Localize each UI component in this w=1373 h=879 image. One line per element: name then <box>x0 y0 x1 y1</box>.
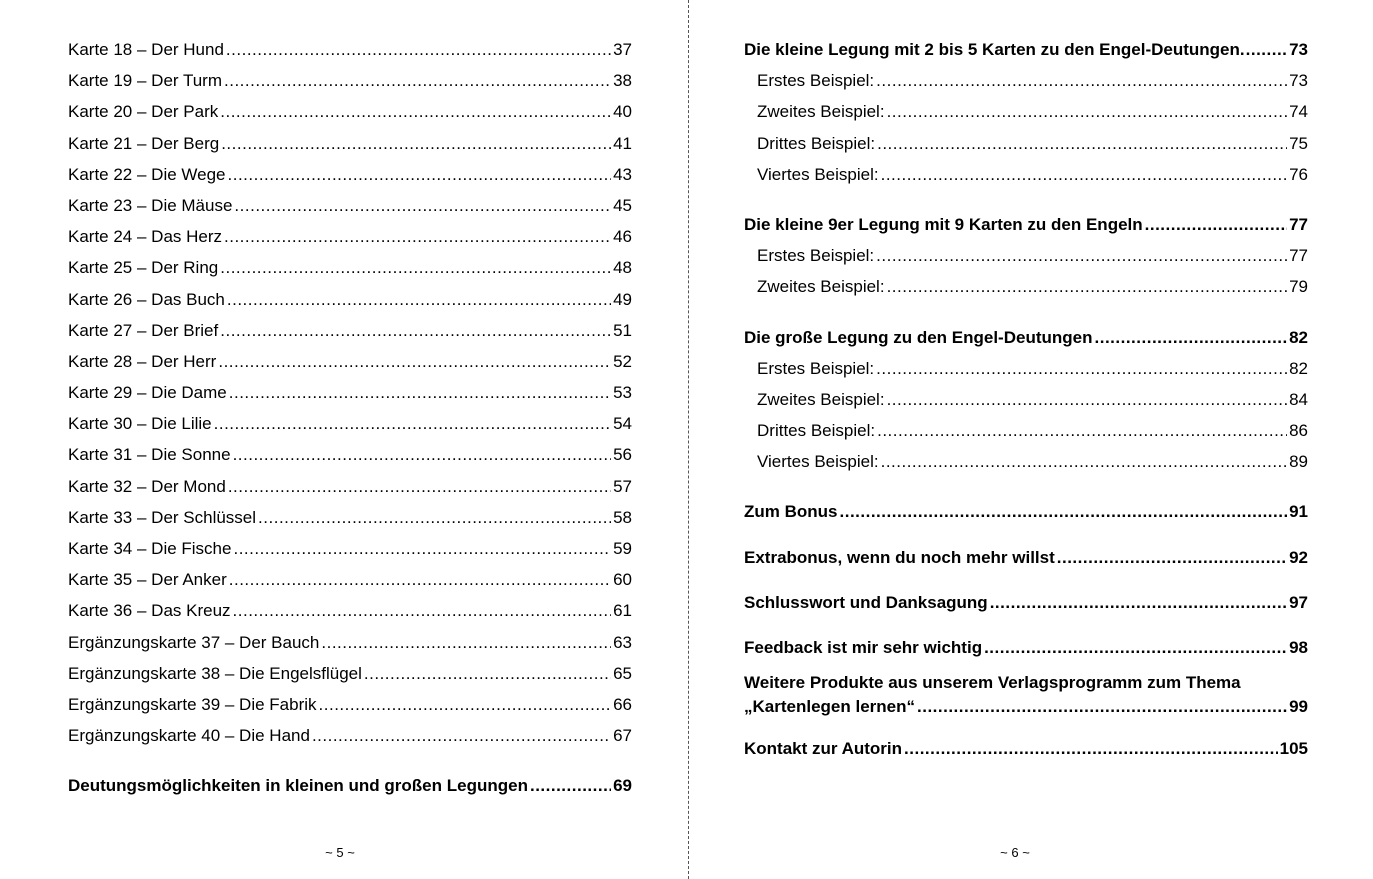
dot-leader <box>224 221 611 252</box>
toc-entry-page: 56 <box>613 445 632 465</box>
toc-chapter[interactable] <box>744 632 1308 663</box>
toc-entry-page: 74 <box>1289 102 1308 122</box>
spacer <box>744 719 1308 733</box>
toc-chapter[interactable] <box>744 542 1308 573</box>
toc-entry-page: 61 <box>613 601 632 621</box>
toc-entry-page: 79 <box>1289 277 1308 297</box>
toc-entry[interactable] <box>68 471 632 502</box>
toc-entry[interactable] <box>68 439 632 470</box>
toc-entry-title: Karte 21 – Der Berg <box>68 133 220 153</box>
toc-entry-page: 73 <box>1289 71 1308 91</box>
toc-entry-page: 59 <box>613 539 632 558</box>
toc-chapter-page: 99 <box>1289 697 1308 717</box>
toc-entry-page: 54 <box>613 414 632 434</box>
toc-entry[interactable] <box>68 221 632 252</box>
toc-chapter[interactable] <box>744 733 1308 764</box>
spacer <box>744 618 1308 632</box>
toc-chapter-title: Kontakt zur Autorin <box>744 739 903 759</box>
toc-entry-title: Zweites Beispiel: <box>757 277 885 297</box>
toc-entry-title: Erstes Beispiel: <box>757 246 875 266</box>
toc-entry-page: 77 <box>1289 246 1308 266</box>
dot-leader <box>226 34 611 65</box>
toc-entry-page: 76 <box>1289 164 1308 184</box>
dot-leader <box>220 252 611 283</box>
toc-chapter-page: 105 <box>1279 739 1308 759</box>
toc-chapter-title: Die kleine Legung mit 2 bis 5 Karten zu den Engel-Deutungen. <box>744 40 1245 59</box>
toc-entry-title: Karte 36 – Das Kreuz <box>68 601 231 621</box>
dot-leader <box>233 595 612 626</box>
toc-entry-page: 84 <box>1289 389 1308 409</box>
dot-leader <box>881 446 1287 477</box>
toc-entry[interactable] <box>68 34 632 65</box>
toc-entry[interactable] <box>68 564 632 595</box>
toc-entry-page: 75 <box>1289 133 1308 153</box>
spacer <box>68 751 632 770</box>
toc-entry-page: 45 <box>613 195 632 215</box>
toc-chapter-title: Schlusswort und Danksagung <box>744 592 988 612</box>
toc-entry-page: 65 <box>613 663 632 683</box>
dot-leader <box>224 65 611 96</box>
dot-leader <box>887 384 1288 415</box>
toc-chapter-title: Extrabonus, wenn du noch mehr willst <box>744 547 1055 567</box>
toc-entry-title: Karte 25 – Der Ring <box>68 258 219 278</box>
toc-chapter-page: 98 <box>1289 638 1308 657</box>
toc-entry[interactable] <box>68 377 632 408</box>
toc-entry[interactable] <box>744 353 1308 384</box>
page-divider <box>688 0 689 879</box>
toc-entry-title: Erstes Beispiel: <box>757 358 875 378</box>
dot-leader <box>530 770 611 801</box>
toc-chapter-page: 73 <box>1289 40 1308 59</box>
toc-entry[interactable] <box>744 96 1308 127</box>
dot-leader <box>840 496 1288 527</box>
toc-entry-title: Karte 20 – Der Park <box>68 102 219 122</box>
toc-chapter-page: 69 <box>613 776 632 796</box>
toc-chapter[interactable] <box>744 587 1308 618</box>
right-page <box>690 0 1373 879</box>
dot-leader <box>227 284 611 315</box>
toc-chapter[interactable] <box>744 496 1308 527</box>
dot-leader <box>312 720 611 751</box>
dot-leader <box>220 315 611 346</box>
toc-entry-title: Karte 32 – Der Mond <box>68 476 226 496</box>
dot-leader <box>876 65 1287 96</box>
toc-chapter-title: Die große Legung zu den Engel-Deutungen <box>744 327 1093 347</box>
toc-chapter-page: 91 <box>1289 502 1308 522</box>
toc-entry-title: Karte 23 – Die Mäuse <box>68 195 233 215</box>
toc-entry-page: 38 <box>613 71 632 91</box>
toc-entry[interactable] <box>68 533 632 564</box>
toc-entry-title: Zweites Beispiel: <box>757 102 885 122</box>
dot-leader <box>877 415 1287 446</box>
toc-entry-title: Drittes Beispiel: <box>757 133 876 153</box>
toc-chapter[interactable] <box>744 322 1308 353</box>
spacer <box>744 190 1308 209</box>
toc-entry-page: 67 <box>613 726 632 746</box>
toc-chapter[interactable] <box>68 770 632 801</box>
toc-entry-title: Ergänzungskarte 38 – Die Engelsflügel <box>68 663 362 683</box>
toc-entry[interactable] <box>68 65 632 96</box>
dot-leader <box>990 587 1287 618</box>
toc-entry-title: Karte 26 – Das Buch <box>68 289 225 309</box>
dot-leader <box>221 128 611 159</box>
toc-entry-page: 49 <box>613 289 632 309</box>
toc-entry[interactable] <box>68 408 632 439</box>
dot-leader <box>876 353 1287 384</box>
dot-leader <box>887 271 1288 302</box>
toc-entry[interactable] <box>68 252 632 283</box>
toc-entry[interactable] <box>744 65 1308 96</box>
toc-entry-page: 89 <box>1289 452 1308 472</box>
toc-entry-page: 40 <box>613 102 632 122</box>
dot-leader <box>233 533 611 564</box>
toc-entry[interactable] <box>68 627 632 658</box>
toc-entry[interactable] <box>68 689 632 720</box>
toc-entry-title: Karte 28 – Der Herr <box>68 351 217 371</box>
toc-entry-title: Karte 33 – Der Schlüssel <box>68 507 257 527</box>
toc-chapter-title: Deutungsmöglichkeiten in kleinen und großen Legungen <box>68 776 528 796</box>
dot-leader <box>319 689 612 720</box>
toc-entry-page: 52 <box>613 351 632 371</box>
dot-leader <box>228 471 611 502</box>
toc-entry-page: 51 <box>613 320 632 340</box>
dot-leader <box>258 502 611 533</box>
toc-entry-title: Ergänzungskarte 39 – Die Fabrik <box>68 694 317 714</box>
toc-entry-page: 48 <box>613 258 632 278</box>
dot-leader <box>984 632 1287 663</box>
toc-entry-title: Karte 30 – Die Lilie <box>68 414 212 434</box>
toc-entry-title: Karte 29 – Die Dame <box>68 383 227 403</box>
toc-entry[interactable] <box>68 720 632 751</box>
toc-entry-page: 63 <box>613 632 632 652</box>
toc-chapter[interactable] <box>744 209 1308 240</box>
dot-leader <box>229 564 611 595</box>
toc-entry-page: 53 <box>613 383 632 403</box>
toc-entry-title: Karte 35 – Der Anker <box>68 570 227 590</box>
dot-leader <box>887 96 1288 127</box>
dot-leader <box>228 159 612 190</box>
toc-entry[interactable] <box>68 190 632 221</box>
dot-leader <box>1095 322 1288 353</box>
page-number-left: ~ 5 ~ <box>325 845 355 860</box>
toc-entry[interactable] <box>744 128 1308 159</box>
toc-entry-page: 43 <box>613 164 632 184</box>
toc-entry[interactable] <box>68 346 632 377</box>
toc-entry[interactable] <box>744 240 1308 271</box>
toc-entry-title: Ergänzungskarte 40 – Die Hand <box>68 726 310 746</box>
dot-leader <box>218 346 611 377</box>
dot-leader <box>234 190 611 221</box>
toc-entry-page: 66 <box>613 694 632 714</box>
toc-entry[interactable] <box>68 658 632 689</box>
toc-entry-page: 58 <box>613 507 632 527</box>
toc-chapter-page: 92 <box>1289 547 1308 567</box>
spacer <box>744 663 1308 671</box>
toc-chapter[interactable] <box>744 34 1308 65</box>
toc-chapter-page: 97 <box>1289 592 1308 612</box>
toc-entry-title: Drittes Beispiel: <box>757 421 876 441</box>
toc-entry[interactable] <box>744 271 1308 302</box>
toc-entry-page: 46 <box>613 227 632 247</box>
toc-entry-title: Viertes Beispiel: <box>757 452 879 472</box>
dot-leader <box>904 733 1278 764</box>
toc-chapter-title: Feedback ist mir sehr wichtig <box>744 638 983 657</box>
dot-leader <box>917 695 1287 719</box>
spacer <box>744 303 1308 322</box>
toc-entry[interactable] <box>68 595 632 626</box>
toc-chapter-line2 <box>744 695 1308 719</box>
toc-entry-title: Viertes Beispiel: <box>757 164 879 184</box>
toc-entry[interactable] <box>744 159 1308 190</box>
toc-entry-page: 82 <box>1289 358 1308 378</box>
dot-leader <box>881 159 1287 190</box>
dot-leader <box>214 408 611 439</box>
toc-entry-title: Karte 24 – Das Herz <box>68 227 223 247</box>
dot-leader <box>876 240 1287 271</box>
toc-entry[interactable] <box>68 159 632 190</box>
toc-entry-page: 37 <box>613 40 632 59</box>
toc-entry-title: Karte 27 – Der Brief <box>68 320 219 340</box>
toc-entry-title: Ergänzungskarte 37 – Der Bauch <box>68 632 320 652</box>
toc-chapter-title-line2: „Kartenlegen lernen“ <box>744 697 915 717</box>
toc-entry[interactable] <box>68 502 632 533</box>
toc-chapter-title: Die kleine 9er Legung mit 9 Karten zu den Engeln <box>744 214 1143 234</box>
toc-left <box>68 34 632 802</box>
toc-entry-title: Karte 31 – Die Sonne <box>68 445 231 465</box>
dot-leader <box>1057 542 1287 573</box>
toc-chapter-title-line1: Weitere Produkte aus unserem Verlagsprogramm zum Thema <box>744 673 1241 693</box>
toc-entry-title: Karte 18 – Der Hund <box>68 40 224 59</box>
toc-entry[interactable] <box>744 384 1308 415</box>
toc-entry-page: 41 <box>613 133 632 153</box>
dot-leader <box>877 128 1287 159</box>
toc-chapter-page: 82 <box>1289 327 1308 347</box>
spacer <box>744 477 1308 496</box>
toc-chapter-multiline[interactable] <box>744 671 1308 719</box>
page-number-right: ~ 6 ~ <box>1000 845 1030 860</box>
toc-entry-title: Zweites Beispiel: <box>757 389 885 409</box>
toc-entry-title: Erstes Beispiel: <box>757 71 875 91</box>
toc-entry-title: Karte 22 – Die Wege <box>68 164 226 184</box>
toc-entry[interactable] <box>744 415 1308 446</box>
dot-leader <box>321 627 611 658</box>
dot-leader <box>1246 34 1288 65</box>
dot-leader <box>233 439 612 470</box>
toc-entry[interactable] <box>744 446 1308 477</box>
toc-entry-title: Karte 19 – Der Turm <box>68 71 223 91</box>
toc-chapter-page: 77 <box>1289 214 1308 234</box>
toc-chapter-title: Zum Bonus <box>744 502 838 522</box>
toc-entry-page: 57 <box>613 476 632 496</box>
dot-leader <box>1145 209 1287 240</box>
spacer <box>744 528 1308 542</box>
dot-leader <box>364 658 611 689</box>
toc-entry[interactable] <box>68 284 632 315</box>
toc-entry-title: Karte 34 – Die Fische <box>68 539 232 558</box>
toc-entry-page: 60 <box>613 570 632 590</box>
dot-leader <box>220 96 611 127</box>
toc-right <box>744 34 1308 764</box>
toc-entry[interactable] <box>68 96 632 127</box>
toc-entry[interactable] <box>68 315 632 346</box>
spacer <box>744 573 1308 587</box>
dot-leader <box>229 377 611 408</box>
toc-entry[interactable] <box>68 128 632 159</box>
toc-entry-page: 86 <box>1289 421 1308 441</box>
